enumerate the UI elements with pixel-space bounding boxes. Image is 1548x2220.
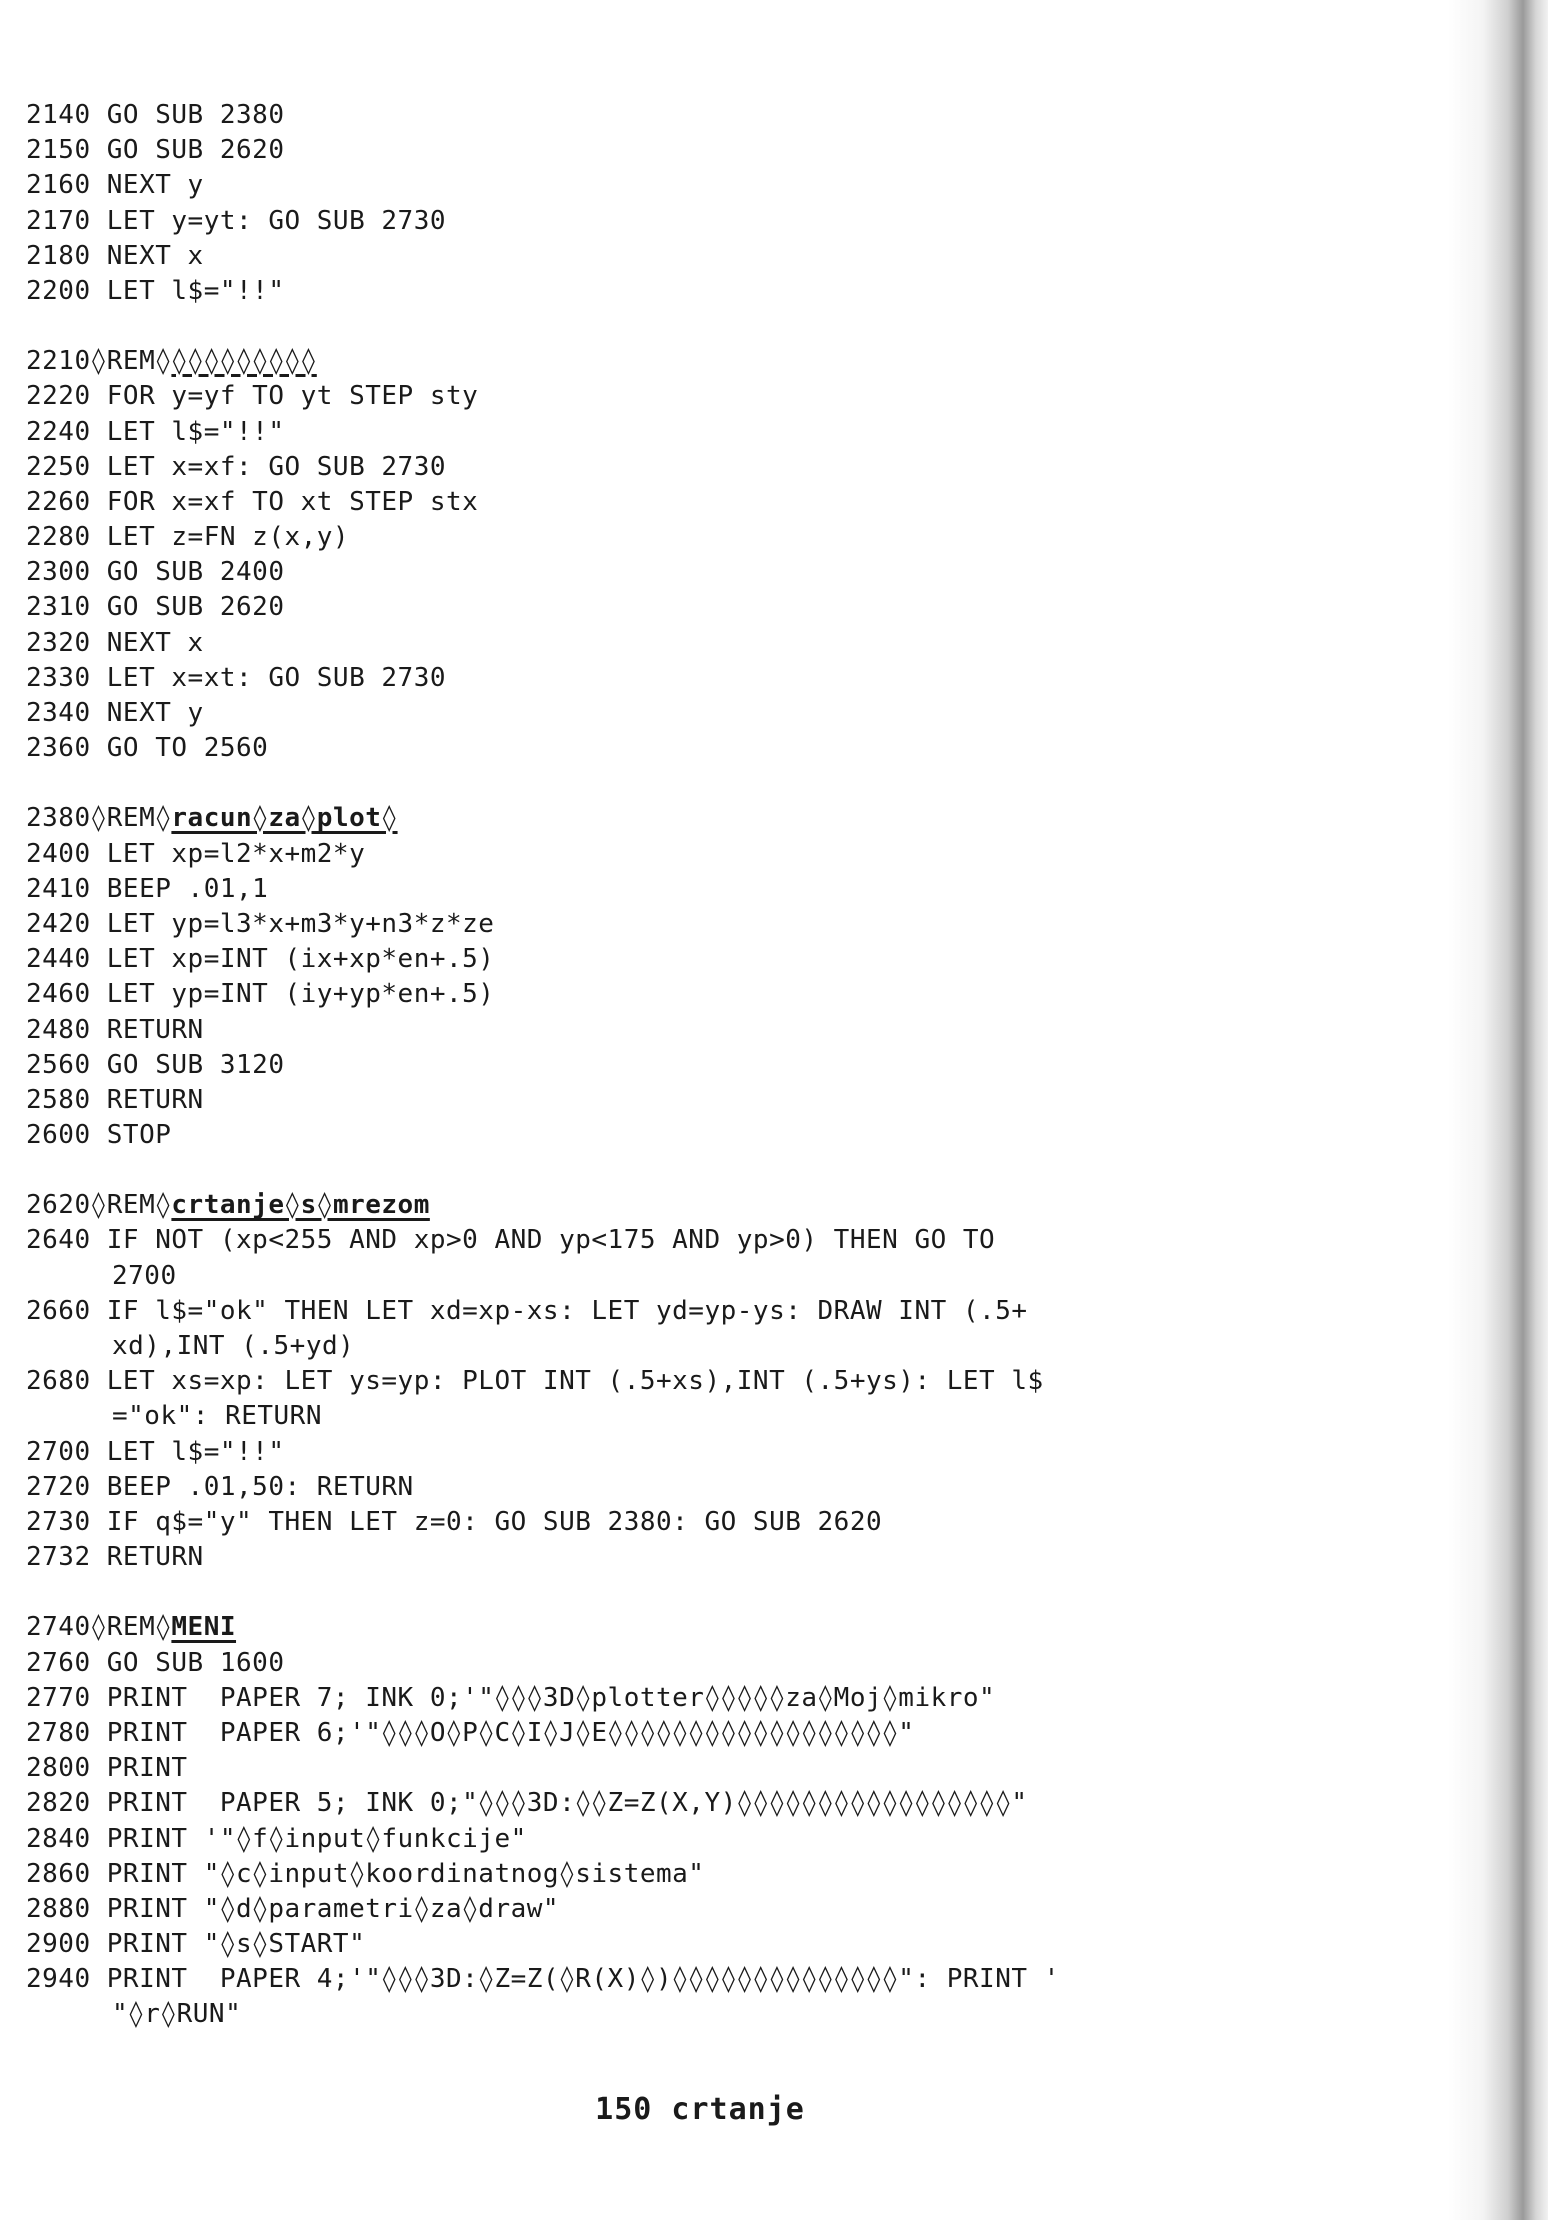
line-number: 2220 [26,381,91,412]
line-number: 2732 [26,1542,91,1573]
code-text: LET xp=l2*x+m2*y [106,838,366,869]
code-line [26,1118,1446,1153]
code-line [26,1435,1446,1470]
code-line [26,1083,1446,1118]
code-text: IF NOT (xp<255 AND xp>0 AND yp<175 AND yp>0) THEN GO TO [106,1225,996,1256]
rem-line [26,1188,1446,1223]
code-text: PRINT '"◊f◊input◊funkcije" [106,1823,527,1854]
code-line [26,977,1446,1012]
code-line [26,1751,1446,1786]
page-edge-shadow [1448,0,1548,2220]
code-line [26,661,1446,696]
code-line [26,1822,1446,1857]
code-text: RETURN [106,1014,204,1045]
rem-title: racun◊za◊plot◊ [171,803,398,834]
code-line [26,133,1446,168]
code-text: NEXT y [106,698,204,728]
code-text: LET x=xf: GO SUB 2730 [106,451,447,482]
code-line [26,1294,1446,1364]
code-block [26,344,1446,766]
code-text: GO SUB 3120 [106,1049,285,1080]
line-number: 2340 [26,698,91,728]
code-line [26,1681,1446,1716]
rem-title: crtanje◊s◊mrezom [171,1190,430,1221]
code-line [26,1857,1446,1892]
line-number: 2180 [26,240,91,271]
code-text: GO SUB 2620 [106,592,285,623]
code-continuation: 2700 [112,1260,177,1291]
code-text: GO TO 2560 [106,733,269,764]
line-number: 2560 [26,1049,91,1080]
code-text: GO SUB 2620 [106,135,285,166]
code-text: GO SUB 1600 [106,1647,285,1678]
code-text: STOP [106,1120,172,1151]
code-line [26,942,1446,977]
code-text: LET l$="!!" [106,416,285,447]
code-text: PRINT "◊c◊input◊koordinatnog◊sistema" [106,1858,705,1889]
code-line [26,1223,1446,1293]
code-text: PRINT PAPER 7; INK 0;'"◊◊◊3D◊plotter◊◊◊◊◊za◊Moj◊mikro" [106,1682,996,1713]
code-line [26,1927,1446,1962]
line-number: 2720 [26,1471,91,1502]
line-number: 2700 [26,1436,91,1467]
basic-listing [26,98,1446,2068]
line-number: 2660 [26,1295,91,1326]
line-number: 2440 [26,944,91,975]
code-text: PRINT [106,1753,188,1784]
code-line [26,555,1446,590]
code-line [26,872,1446,907]
code-line [26,1962,1446,2032]
code-line [26,626,1446,661]
code-text: LET yp=INT (iy+yp*en+.5) [106,979,495,1010]
code-text: BEEP .01,1 [106,873,269,904]
line-number: 2820 [26,1788,91,1819]
code-text: NEXT x [106,627,204,658]
line-number: 2300 [26,557,91,588]
rem-keyword: ◊REM◊ [90,803,172,834]
line-number: 2200 [26,275,91,306]
code-block [26,1610,1446,2032]
line-number: 2460 [26,979,91,1010]
code-text: LET xp=INT (ix+xp*en+.5) [106,944,495,975]
page-number: 150 [595,2092,653,2127]
line-number: 2800 [26,1753,91,1784]
code-text: PRINT PAPER 6;'"◊◊◊O◊P◊C◊I◊J◊E◊◊◊◊◊◊◊◊◊◊◊◊◊◊◊◊◊◊" [106,1717,915,1748]
line-number: 2380 [26,803,91,834]
line-number: 2740 [26,1612,91,1643]
code-text: GO SUB 2380 [106,100,285,130]
code-text: LET yp=l3*x+m3*y+n3*z*ze [106,908,495,939]
code-line [26,450,1446,485]
code-line [26,1364,1446,1434]
line-number: 2140 [26,100,91,130]
line-number: 2260 [26,486,91,517]
line-number: 2360 [26,733,91,764]
code-line [26,1646,1446,1681]
code-text: PRINT PAPER 4;'"◊◊◊3D:◊Z=Z(◊R(X)◊)◊◊◊◊◊◊◊◊◊◊◊◊◊◊": PRINT ' [106,1964,1060,1995]
line-number: 2680 [26,1366,91,1397]
line-number: 2150 [26,135,91,166]
code-line [26,239,1446,274]
code-line [26,485,1446,520]
code-line [26,1892,1446,1927]
code-text: GO SUB 2400 [106,557,285,588]
line-number: 2780 [26,1717,91,1748]
code-text: FOR x=xf TO xt STEP stx [106,486,479,517]
rem-keyword: ◊REM◊ [90,1190,172,1221]
code-line [26,168,1446,203]
code-line [26,1013,1446,1048]
code-line [26,98,1446,133]
line-number: 2620 [26,1190,91,1221]
line-number: 2900 [26,1929,91,1960]
code-line [26,1540,1446,1575]
code-text: PRINT "◊s◊START" [106,1929,366,1960]
line-number: 2420 [26,908,91,939]
code-continuation: "◊r◊RUN" [112,1999,242,2030]
code-line [26,907,1446,942]
code-text: IF q$="y" THEN LET z=0: GO SUB 2380: GO SUB 2620 [106,1507,883,1538]
rem-line [26,344,1446,379]
line-number: 2400 [26,838,91,869]
code-line [26,274,1446,309]
line-number: 2250 [26,451,91,482]
code-text: NEXT x [106,240,204,271]
code-line [26,837,1446,872]
code-line [26,415,1446,450]
code-line [26,1048,1446,1083]
code-line [26,590,1446,625]
rem-line [26,1610,1446,1645]
code-text: IF l$="ok" THEN LET xd=xp-xs: LET yd=yp-ys: DRAW INT (.5+ [106,1295,1028,1326]
line-number: 2840 [26,1823,91,1854]
line-number: 2410 [26,873,91,904]
line-number: 2860 [26,1858,91,1889]
line-number: 2760 [26,1647,91,1678]
line-number: 2640 [26,1225,91,1256]
code-text: LET x=xt: GO SUB 2730 [106,662,447,693]
code-block [26,98,1446,309]
line-number: 2730 [26,1507,91,1538]
code-block [26,1188,1446,1575]
line-number: 2480 [26,1014,91,1045]
code-text: RETURN [106,1542,204,1573]
rem-keyword: ◊REM◊ [90,1612,172,1643]
code-continuation: ="ok": RETURN [112,1401,322,1432]
code-text: LET l$="!!" [106,1436,285,1467]
code-block [26,801,1446,1153]
line-number: 2600 [26,1120,91,1151]
rem-keyword: ◊REM◊ [90,346,172,377]
code-text: LET z=FN z(x,y) [106,522,350,553]
code-line [26,520,1446,555]
line-number: 2330 [26,662,91,693]
code-line [26,1505,1446,1540]
line-number: 2160 [26,170,91,201]
code-line [26,696,1446,731]
code-line [26,379,1446,414]
line-number: 2770 [26,1682,91,1713]
line-number: 2240 [26,416,91,447]
code-text: LET y=yt: GO SUB 2730 [106,205,447,236]
line-number: 2310 [26,592,91,623]
line-number: 2880 [26,1893,91,1924]
code-text: BEEP .01,50: RETURN [106,1471,414,1502]
line-number: 2280 [26,522,91,553]
line-number: 2940 [26,1964,91,1995]
code-text: RETURN [106,1084,204,1115]
code-line [26,1470,1446,1505]
code-text: FOR y=yf TO yt STEP sty [106,381,479,412]
line-number: 2210 [26,346,91,377]
line-number: 2170 [26,205,91,236]
section-name: crtanje [671,2092,805,2127]
code-text: LET l$="!!" [106,275,285,306]
code-text: PRINT PAPER 5; INK 0;"◊◊◊3D:◊◊Z=Z(X,Y)◊◊◊◊◊◊◊◊◊◊◊◊◊◊◊◊◊" [106,1788,1028,1819]
code-text: LET xs=xp: LET ys=yp: PLOT INT (.5+xs),INT (.5+ys): LET l$ [106,1366,1044,1397]
code-line [26,1716,1446,1751]
code-line [26,204,1446,239]
line-number: 2320 [26,627,91,658]
rem-line [26,801,1446,836]
code-continuation: xd),INT (.5+yd) [112,1331,355,1362]
code-text: NEXT y [106,170,204,201]
code-text: PRINT "◊d◊parametri◊za◊draw" [106,1893,560,1924]
code-line [26,731,1446,766]
line-number: 2580 [26,1084,91,1115]
rem-title: MENI [171,1612,237,1643]
code-line [26,1786,1446,1821]
rem-title: ◊◊◊◊◊◊◊◊◊ [171,346,317,377]
page-footer [0,2092,1400,2127]
